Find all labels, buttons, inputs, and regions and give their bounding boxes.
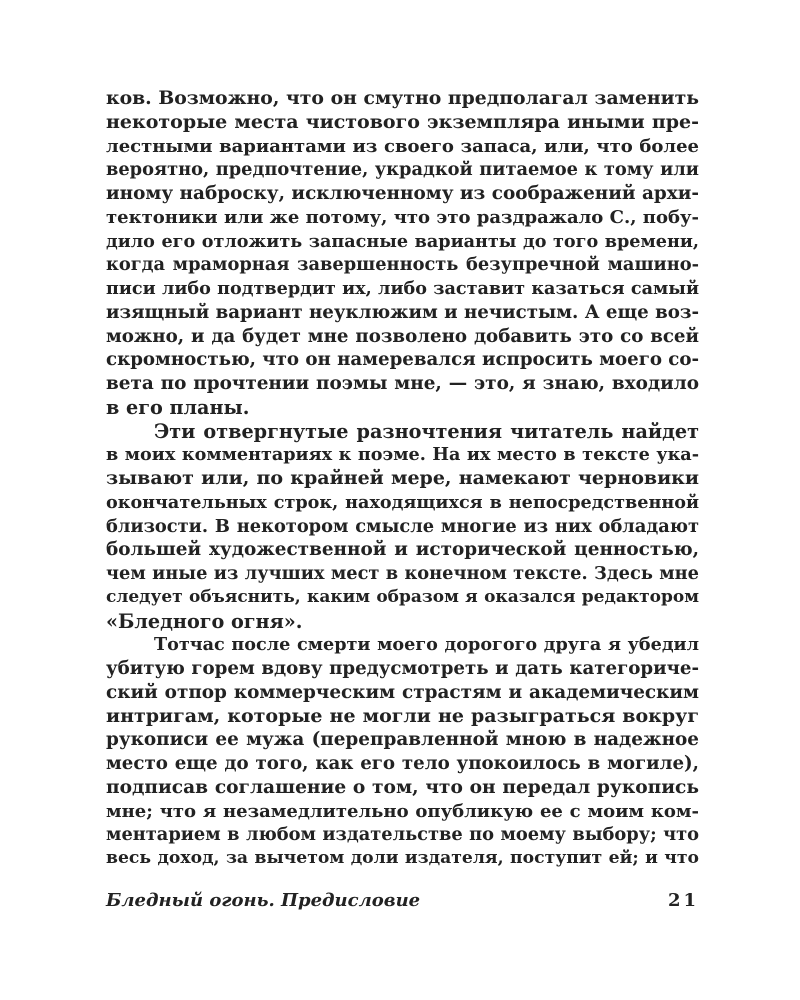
paragraph-end-line: «Бледного огня». <box>106 609 303 633</box>
paragraph-first-line: Эти отвергнутые разночтения читатель найдет <box>154 419 699 443</box>
text-line: окончательных строк, находящихся в непосредственной <box>106 491 699 513</box>
text-line: убитую горем вдову предусмотреть и дать категориче- <box>106 658 699 679</box>
text-line: иному наброску, исключенному из соображений архи- <box>106 183 699 204</box>
text-line: писи либо подтвердит их, либо заставит казаться самый <box>106 278 699 299</box>
text-line: вета по прочтении поэмы мне, — это, я знаю, входило <box>106 373 699 394</box>
text-line: скромностью, что он намеревался испросить моего со- <box>106 349 700 371</box>
text-line: когда мраморная завершенность безупречной машино- <box>106 254 699 276</box>
text-line: можно, и да будет мне позволено добавить это со всей <box>106 325 699 347</box>
text-line: чем иные из лучших мест в конечном тексте. Здесь мне <box>106 563 699 584</box>
text-line: в моих комментариях к поэме. На их место в тексте ука- <box>106 444 699 466</box>
page-footer <box>106 890 699 918</box>
running-title: Бледный огонь. Предисловие <box>106 890 421 911</box>
text-line: дило его отложить запасные варианты до того времени, <box>106 230 699 252</box>
text-line: близости. В некотором смысле многие из них обладают <box>106 515 699 537</box>
text-line: интригам, которые не могли не разыграться вокруг <box>106 704 699 727</box>
text-line: зывают или, по крайней мере, намекают черновики <box>106 467 699 489</box>
text-line: следует объяснить, каким образом я оказался редактором <box>106 586 699 607</box>
paragraph-end-line: в его планы. <box>106 395 250 419</box>
text-line: большей художественной и исторической ценностью, <box>106 539 699 561</box>
text-line: ков. Возможно, что он смутно предполагал заменить <box>106 87 699 109</box>
text-line: лестными вариантами из своего запаса, или, что более <box>106 135 699 157</box>
page-number: 21 <box>667 890 699 911</box>
text-line: ментарием в любом издательстве по моему выбору; что <box>106 824 699 846</box>
text-line: тектоники или же потому, что это раздражало С., побу- <box>106 206 699 228</box>
text-line: ский отпор коммерческим страстям и академическим <box>106 681 699 703</box>
paragraph-first-line: Тотчас после смерти моего дорогого друга я убедил <box>154 634 699 656</box>
text-line: рукописи ее мужа (переправленной мною в надежное <box>106 729 699 751</box>
text-line: вероятно, предпочтение, украдкой питаемое к тому или <box>106 159 699 181</box>
text-line: мне; что я незамедлительно опубликую ее с моим ком- <box>106 800 699 822</box>
text-line: подписав соглашение о том, что он передал рукопись <box>106 776 699 798</box>
body-text <box>106 87 699 871</box>
text-line: некоторые места чистового экземпляра иными пре- <box>106 110 699 133</box>
text-line: место еще до того, как его тело упокоилось в могиле), <box>106 753 699 774</box>
text-line: изящный вариант неуклюжим и нечистым. А еще воз- <box>106 301 699 323</box>
text-line: весь доход, за вычетом доли издателя, поступит ей; и что <box>106 848 699 868</box>
